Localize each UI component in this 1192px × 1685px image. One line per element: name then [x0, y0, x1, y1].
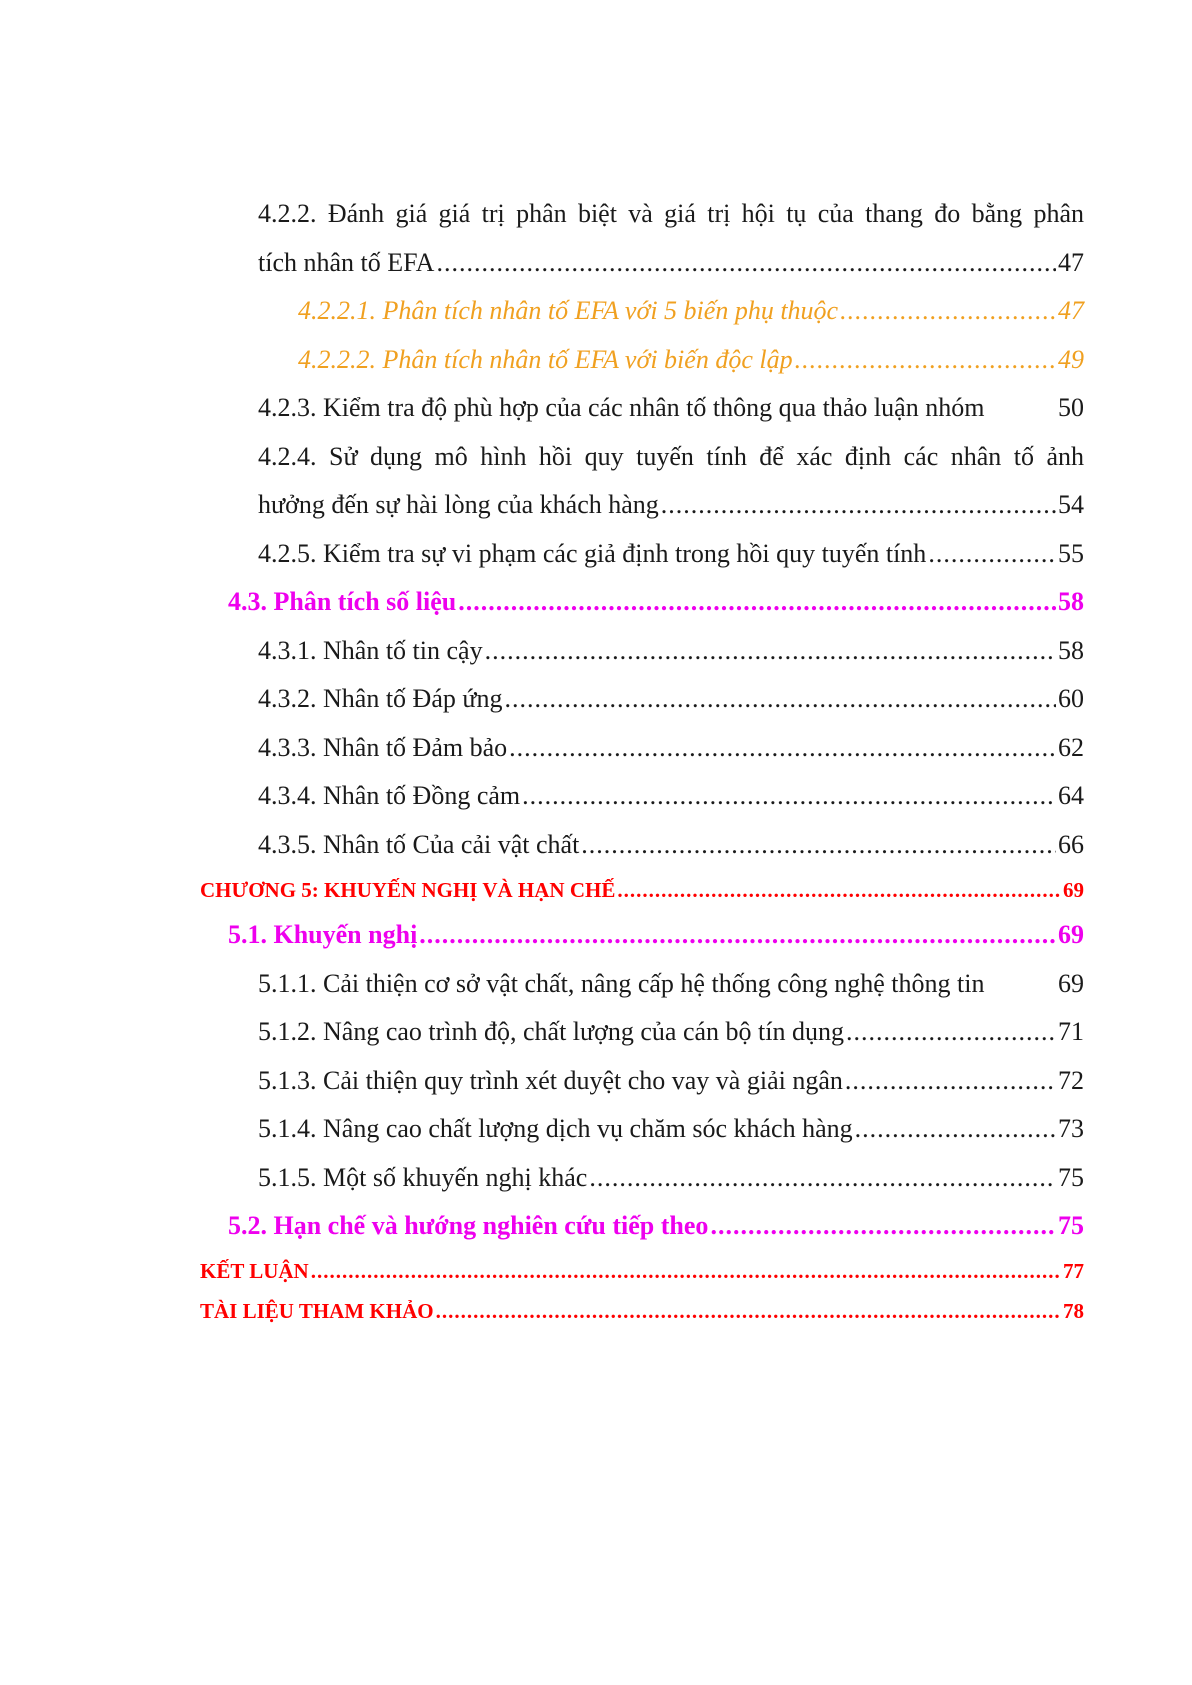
- toc-page-number: 69: [1058, 920, 1084, 949]
- toc-entry-title: 5.1.2. Nâng cao trình độ, chất lượng của cán bộ tín dụng: [258, 1017, 844, 1046]
- toc-entry-title: 5.2. Hạn chế và hướng nghiên cứu tiếp theo: [228, 1211, 709, 1240]
- toc-page-number: 50: [1058, 393, 1084, 422]
- toc-entry-5-1-4[interactable]: [200, 1105, 1084, 1154]
- toc-entry-title: 4.2.3. Kiểm tra độ phù hợp của các nhân tố thông qua thảo luận nhóm: [258, 393, 985, 422]
- toc-page-number: 69: [1063, 878, 1084, 902]
- toc-entry-title: 4.2.5. Kiểm tra sự vi phạm các giả định trong hồi quy tuyến tính: [258, 538, 927, 568]
- toc-leader-dots: [458, 578, 1056, 627]
- toc-leader-dots: [710, 1202, 1056, 1251]
- toc-entry-title: tích nhân tố EFA: [258, 247, 435, 277]
- toc-entry-title: 5.1.3. Cải thiện quy trình xét duyệt cho vay và giải ngân: [258, 1065, 843, 1095]
- toc-page-number: 69: [1058, 968, 1084, 998]
- toc-page-number: 66: [1058, 829, 1084, 859]
- toc-entry-4-2-2-2[interactable]: [200, 336, 1084, 385]
- toc-leader-dots: [845, 1057, 1056, 1106]
- toc-entry-title-line: 4.2.4. Sử dụng mô hình hồi quy tuyến tính để xác định các nhân tố ảnh: [258, 441, 1084, 471]
- toc-entry-5-1-5[interactable]: [200, 1154, 1084, 1203]
- toc-page-number: 49: [1058, 344, 1084, 374]
- toc-page-number: 77: [1063, 1258, 1084, 1283]
- toc-entry-title: 5.1.1. Cải thiện cơ sở vật chất, nâng cấp hệ thống công nghệ thông tin: [258, 968, 985, 998]
- toc-entry-4-2-5[interactable]: [200, 530, 1084, 579]
- toc-leader-dots: [589, 1154, 1056, 1203]
- toc-entry-4-3-3[interactable]: [200, 724, 1084, 773]
- toc-page-number: 55: [1058, 538, 1084, 568]
- toc-page-number: 62: [1058, 732, 1084, 762]
- toc-entry-4-3-5[interactable]: [200, 821, 1084, 870]
- toc-leader-dots: [504, 675, 1056, 724]
- toc-entry-title: hưởng đến sự hài lòng của khách hàng: [258, 490, 659, 519]
- toc-leader-dots: [419, 911, 1056, 960]
- toc-entry-title: 4.3.5. Nhân tố Của cải vật chất: [258, 829, 580, 859]
- toc-page-number: 71: [1058, 1017, 1084, 1046]
- toc-entry-5-1-3[interactable]: [200, 1057, 1084, 1106]
- toc-page-number: 58: [1058, 587, 1084, 616]
- toc-page-number: 75: [1058, 1211, 1084, 1240]
- toc-page-number: 72: [1058, 1065, 1084, 1095]
- toc-entry-4-2-2[interactable]: [200, 190, 1084, 287]
- toc-leader-dots: [840, 287, 1056, 336]
- toc-leader-dots: [485, 627, 1056, 676]
- toc-leader-dots: [661, 481, 1056, 530]
- toc-entry-5-2[interactable]: [200, 1202, 1084, 1251]
- toc-entry-title: 4.3.2. Nhân tố Đáp ứng: [258, 684, 503, 713]
- toc-leader-dots: [436, 239, 1056, 288]
- toc-entry-4-3-4[interactable]: [200, 772, 1084, 821]
- toc-entry-title: 5.1.4. Nâng cao chất lượng dịch vụ chăm sóc khách hàng: [258, 1114, 853, 1143]
- toc-leader-dots: [509, 724, 1056, 773]
- toc-entry-title: 5.1.5. Một số khuyến nghị khác: [258, 1162, 588, 1192]
- toc-entry-title: KẾT LUẬN: [200, 1258, 309, 1283]
- toc-entry-4-3-1[interactable]: [200, 627, 1084, 676]
- toc-page-number: 64: [1058, 781, 1084, 810]
- toc-entry-chuong-5[interactable]: [200, 869, 1084, 911]
- toc-leader-dots: [846, 1008, 1056, 1057]
- toc-leader-dots: [795, 336, 1056, 385]
- toc-entry-title: 4.3.3. Nhân tố Đảm bảo: [258, 732, 508, 762]
- toc-entry-title: 4.3.4. Nhân tố Đồng cảm: [258, 781, 521, 810]
- toc-leader-dots: [436, 1291, 1061, 1331]
- toc-entry-title: 4.3. Phân tích số liệu: [228, 587, 457, 616]
- toc-page-number: 47: [1058, 296, 1084, 325]
- toc-entry-5-1-2[interactable]: [200, 1008, 1084, 1057]
- toc-leader-dots: [928, 530, 1056, 579]
- toc-entry-title: CHƯƠNG 5: KHUYẾN NGHỊ VÀ HẠN CHẾ: [200, 878, 616, 902]
- toc-entry-4-3-2[interactable]: [200, 675, 1084, 724]
- toc-page-number: 58: [1058, 635, 1084, 665]
- toc-leader-dots: [581, 821, 1056, 870]
- toc-entry-title: 4.2.2.2. Phân tích nhân tố EFA với biến độc lập: [298, 344, 793, 374]
- toc-leader-dots: [311, 1251, 1061, 1291]
- toc-entry-4-2-4[interactable]: [200, 433, 1084, 530]
- toc-entry-title-line: 4.2.2. Đánh giá giá trị phân biệt và giá trị hội tụ của thang đo bằng phân: [258, 199, 1084, 228]
- toc-leader-dots: [855, 1105, 1056, 1154]
- toc-leader-dots: [617, 869, 1061, 911]
- toc-page-number: 78: [1063, 1298, 1084, 1323]
- toc-entry-title: 4.3.1. Nhân tố tin cậy: [258, 635, 483, 665]
- toc-leader-dots: [522, 772, 1056, 821]
- toc-page-number: 75: [1058, 1162, 1084, 1192]
- toc-entry-tai-lieu-tham-khao[interactable]: [200, 1291, 1084, 1331]
- toc-page-number: 73: [1058, 1114, 1084, 1143]
- toc-entry-4-3[interactable]: [200, 578, 1084, 627]
- toc-entry-title: 4.2.2.1. Phân tích nhân tố EFA với 5 biến phụ thuộc: [298, 296, 839, 325]
- toc-entry-5-1-1[interactable]: [200, 960, 1084, 1009]
- toc-page-number: 54: [1058, 490, 1084, 519]
- toc-entry-ket-luan[interactable]: [200, 1251, 1084, 1291]
- toc-page-number: 47: [1058, 247, 1084, 277]
- toc-entry-4-2-2-1[interactable]: [200, 287, 1084, 336]
- toc-page-number: 60: [1058, 684, 1084, 713]
- toc-entry-title: TÀI LIỆU THAM KHẢO: [200, 1298, 434, 1323]
- toc-entry-5-1[interactable]: [200, 911, 1084, 960]
- toc-entry-title: 5.1. Khuyến nghị: [228, 920, 418, 949]
- toc-entry-4-2-3[interactable]: [200, 384, 1084, 433]
- table-of-contents: [200, 190, 1084, 1331]
